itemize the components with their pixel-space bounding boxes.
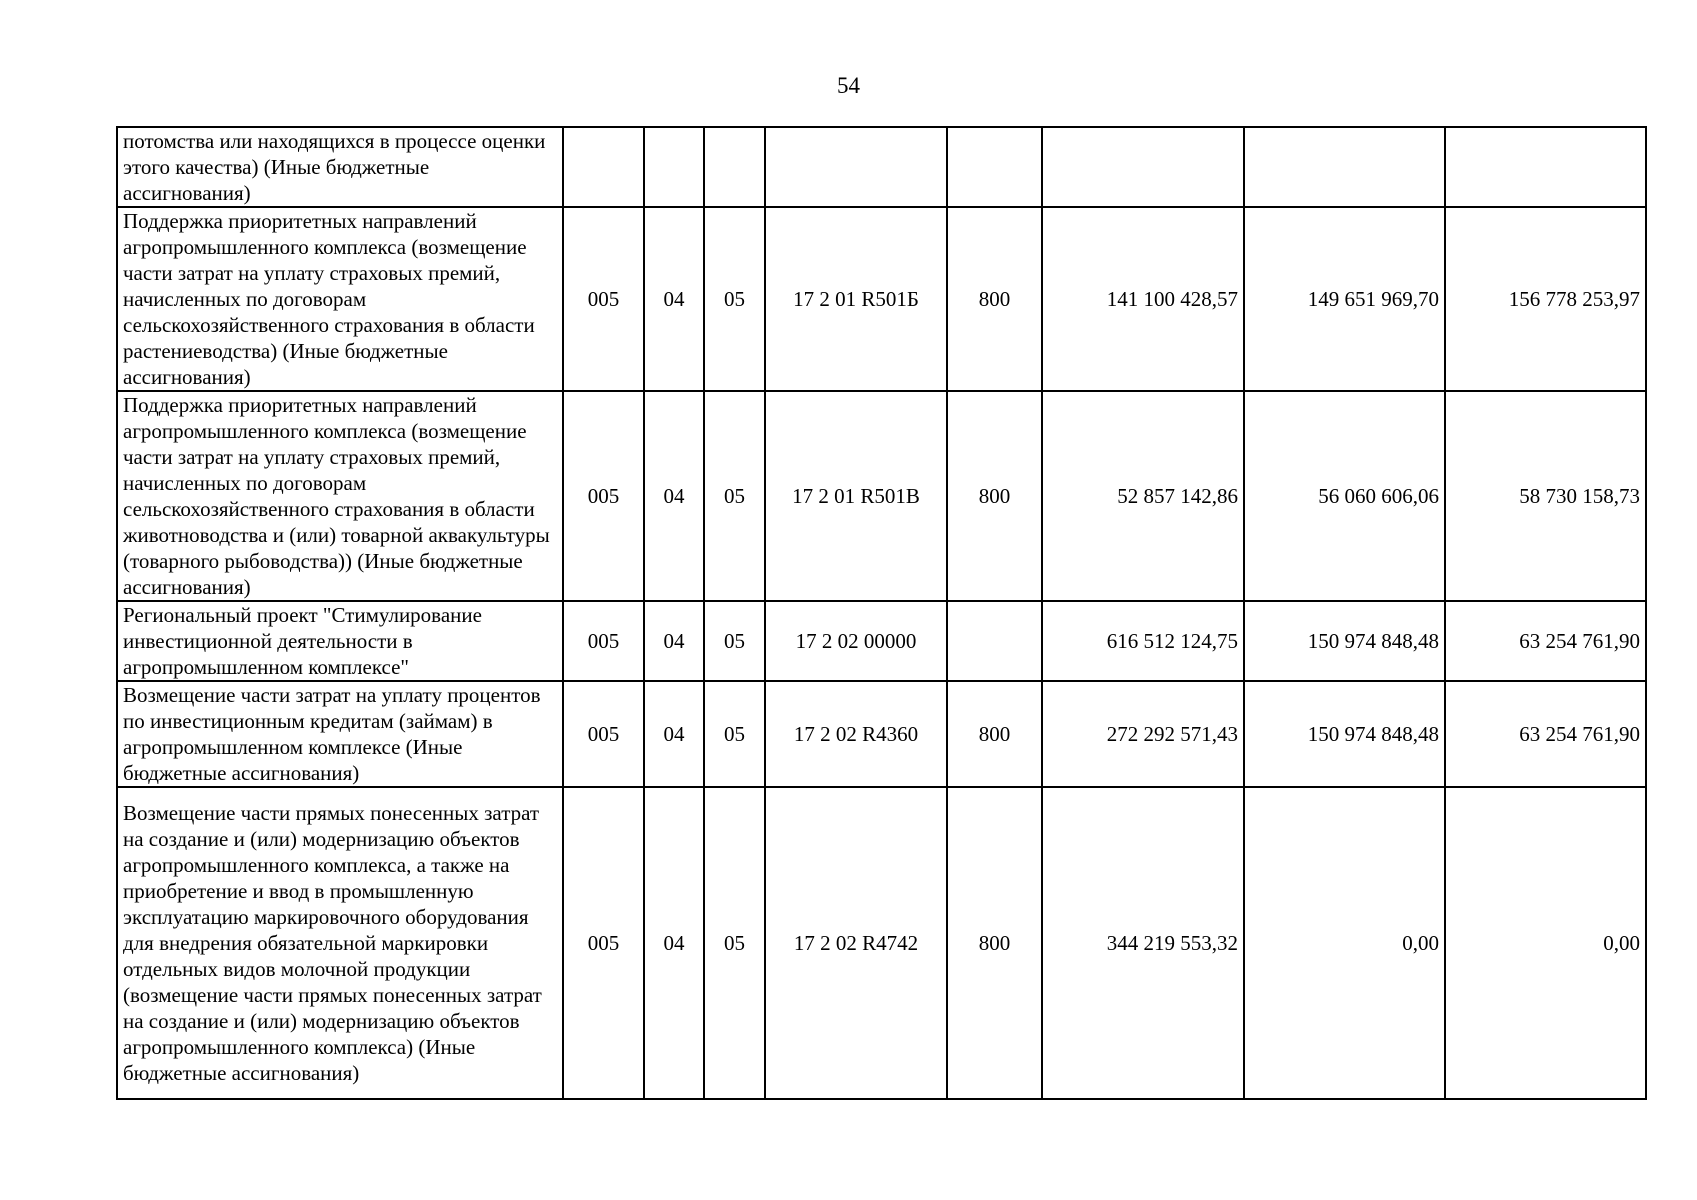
section-code-cell: 04 [644,787,704,1099]
amount-year2-cell: 56 060 606,06 [1244,391,1445,601]
table-row [117,787,1646,1099]
table-row [117,207,1646,391]
table-row [117,127,1646,207]
amount-year3-cell: 63 254 761,90 [1445,601,1646,681]
grbs-code-cell [563,127,644,207]
amount-year3-cell: 58 730 158,73 [1445,391,1646,601]
grbs-code-cell: 005 [563,601,644,681]
expense-name-cell: Поддержка приоритетных направлений агропромышленного комплекса (возмещение части затрат на уплату страховых премий, начисленных по договорам сельскохозяйственного страхования в области животноводства и (или) товарной аквакультуры (товарного рыбоводства)) (Иные бюджетные ассигнования) [117,391,563,601]
section-code-cell: 04 [644,391,704,601]
grbs-code-cell: 005 [563,207,644,391]
amount-year2-cell: 150 974 848,48 [1244,681,1445,787]
amount-year2-cell [1244,127,1445,207]
expense-type-cell: 800 [947,787,1042,1099]
amount-year3-cell: 63 254 761,90 [1445,681,1646,787]
target-article-cell: 17 2 01 R501В [765,391,947,601]
amount-year2-cell: 149 651 969,70 [1244,207,1445,391]
target-article-cell: 17 2 02 R4360 [765,681,947,787]
target-article-cell: 17 2 02 00000 [765,601,947,681]
target-article-cell: 17 2 02 R4742 [765,787,947,1099]
expense-type-cell: 800 [947,391,1042,601]
amount-year3-cell: 156 778 253,97 [1445,207,1646,391]
expense-name-cell: Возмещение части затрат на уплату процентов по инвестиционным кредитам (займам) в агропромышленном комплексе (Иные бюджетные ассигнования) [117,681,563,787]
expense-type-cell [947,601,1042,681]
grbs-code-cell: 005 [563,681,644,787]
amount-year3-cell [1445,127,1646,207]
expense-name-cell: Возмещение части прямых понесенных затрат на создание и (или) модернизацию объектов агропромышленного комплекса, а также на приобретение и ввод в промышленную эксплуатацию маркировочного оборудования для внедрения обязательной маркировки отдельных видов молочной продукции (возмещение части прямых понесенных затрат на создание и (или) модернизацию объектов агропромышленного комплекса) (Иные бюджетные ассигнования) [117,787,563,1099]
subsection-code-cell: 05 [704,681,765,787]
expense-type-cell: 800 [947,207,1042,391]
table-row [117,601,1646,681]
grbs-code-cell: 005 [563,391,644,601]
section-code-cell: 04 [644,207,704,391]
amount-year3-cell: 0,00 [1445,787,1646,1099]
amount-year1-cell: 272 292 571,43 [1042,681,1244,787]
page-number: 54 [837,73,860,98]
subsection-code-cell: 05 [704,391,765,601]
subsection-code-cell: 05 [704,207,765,391]
section-code-cell: 04 [644,601,704,681]
target-article-cell: 17 2 01 R501Б [765,207,947,391]
grbs-code-cell: 005 [563,787,644,1099]
amount-year1-cell: 344 219 553,32 [1042,787,1244,1099]
amount-year1-cell [1042,127,1244,207]
table-row [117,681,1646,787]
subsection-code-cell: 05 [704,601,765,681]
amount-year1-cell: 52 857 142,86 [1042,391,1244,601]
expense-type-cell: 800 [947,681,1042,787]
expense-name-cell: потомства или находящихся в процессе оценки этого качества) (Иные бюджетные ассигнования) [117,127,563,207]
table-row [117,391,1646,601]
subsection-code-cell [704,127,765,207]
amount-year1-cell: 616 512 124,75 [1042,601,1244,681]
amount-year2-cell: 150 974 848,48 [1244,601,1445,681]
section-code-cell: 04 [644,681,704,787]
target-article-cell [765,127,947,207]
expense-name-cell: Региональный проект "Стимулирование инвестиционной деятельности в агропромышленном комплексе" [117,601,563,681]
amount-year2-cell: 0,00 [1244,787,1445,1099]
expense-type-cell [947,127,1042,207]
subsection-code-cell: 05 [704,787,765,1099]
expense-name-cell: Поддержка приоритетных направлений агропромышленного комплекса (возмещение части затрат на уплату страховых премий, начисленных по договорам сельскохозяйственного страхования в области растениеводства) (Иные бюджетные ассигнования) [117,207,563,391]
budget-table [116,126,1647,1100]
section-code-cell [644,127,704,207]
amount-year1-cell: 141 100 428,57 [1042,207,1244,391]
